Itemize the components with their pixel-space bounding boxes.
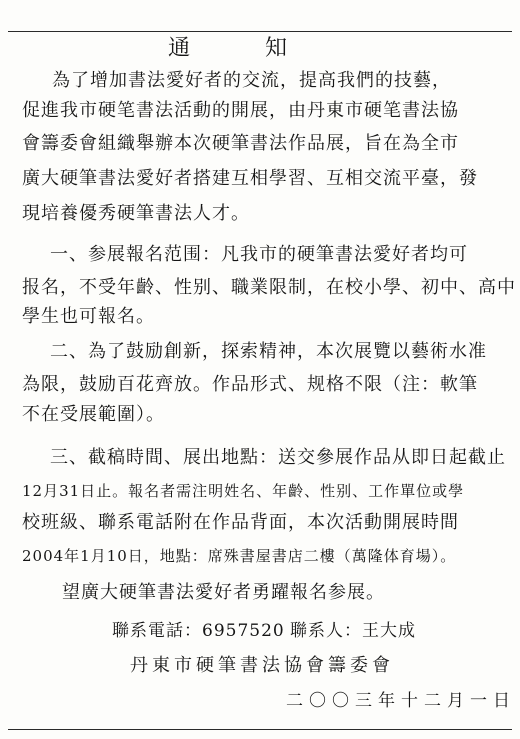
section-1-line-1: 一、参展報名范围：凡我市的硬筆書法愛好者均可 xyxy=(50,244,468,265)
section-3-line-3: 校班級、聯系電話附在作品背面，本次活動開展時間 xyxy=(22,512,459,533)
contact-phone-label: 聯系電話： xyxy=(112,621,202,641)
contact-phone-number: 6957520 xyxy=(202,621,285,641)
section-2-line-1: 二、為了鼓励創新，探索精神，本次展覽以藝術水准 xyxy=(50,341,487,362)
section-1-line-3: 學生也可報名。 xyxy=(22,306,155,327)
closing-line: 望廣大硬筆書法愛好者勇躍報名参展。 xyxy=(62,582,385,603)
body-line-1: 為了增加書法愛好者的交流，提高我們的技藝， xyxy=(52,70,451,91)
section-3-line-1: 三、截稿時間、展出地點：送交參展作品从即日起截止 xyxy=(50,447,506,468)
top-rule xyxy=(8,31,512,32)
section-2-line-3: 不在受展範圍）。 xyxy=(22,404,165,425)
contact-person-label: 聯系人： xyxy=(290,621,362,641)
contact-person xyxy=(290,620,416,642)
contact-person-name: 王大成 xyxy=(362,621,416,641)
issuing-organization: 丹東市硬筆書法協會籌委會 xyxy=(130,655,394,676)
section-1-line-2: 报名，不受年齡、性别、職業限制，在校小學、初中、高中 xyxy=(22,277,516,298)
notice-title: 通 知 xyxy=(168,36,321,61)
body-line-3: 會籌委會組織舉辦本次硬筆書法作品展，旨在為全市 xyxy=(22,133,459,154)
section-3-line-4: 2004年1月10日，地點：席殊書屋書店二樓（萬隆体育場）。 xyxy=(22,547,457,565)
contact-phone xyxy=(112,620,285,642)
issue-date: 二〇〇三年十二月一日 xyxy=(286,691,516,711)
body-line-2: 促進我市硬笔書法活動的開展，由丹東市硬笔書法協 xyxy=(22,100,459,121)
section-3-line-2: 12月31日止。報名者需注明姓名、年齡、性别、工作單位或學 xyxy=(22,482,465,500)
body-line-4: 廣大硬筆書法愛好者搭建互相學習、互相交流平臺，發 xyxy=(22,168,478,189)
body-line-5: 現培養優秀硬筆書法人才。 xyxy=(22,203,250,224)
section-2-line-2: 為限，鼓励百花齊放。作品形式、规格不限（注：軟筆 xyxy=(22,374,478,395)
bottom-rule xyxy=(8,729,512,730)
